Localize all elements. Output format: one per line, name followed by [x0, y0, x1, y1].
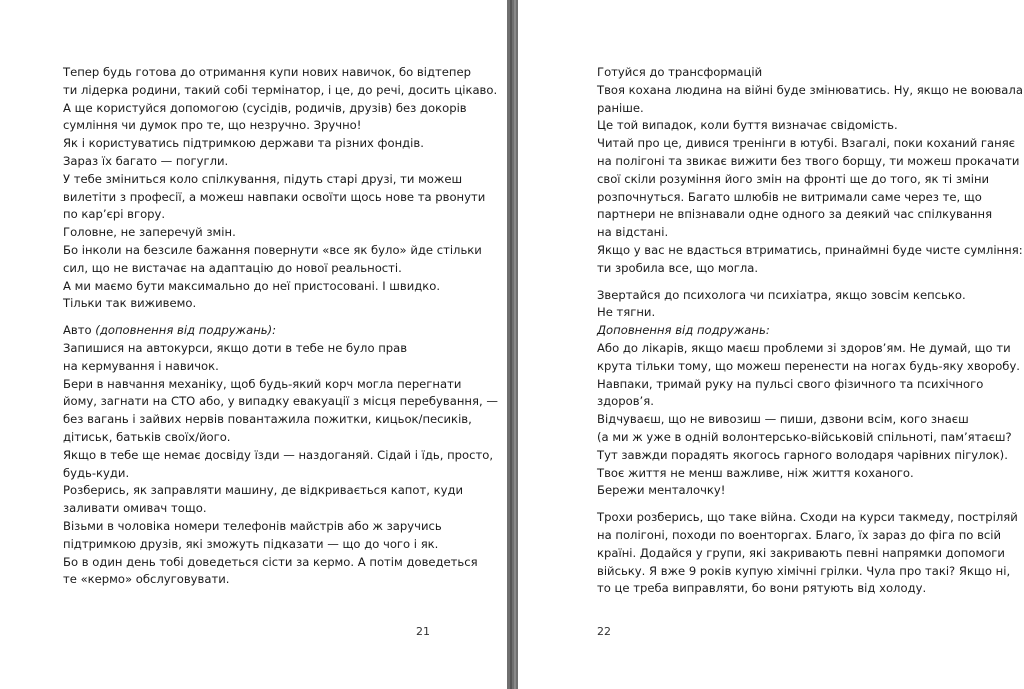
text-line: на полігоні та звикає вижити без твого борщу, ти можеш прокачати — [597, 153, 1020, 168]
text-line: Твоя кохана людина на війні буде змінюватись. Ну, якщо не воювала — [597, 82, 1023, 97]
text-line: Запишися на автокурси, якщо доти в тебе не було прав — [63, 340, 408, 355]
page-number: 21 — [416, 625, 430, 638]
text-line: А ми маємо бути максимально до неї пристосовані. І швидко. — [63, 278, 441, 293]
text-line: будь-куди. — [63, 465, 130, 480]
text-line: дітиськ, батьків своїх/його. — [63, 429, 231, 444]
text-line: розпочнуться. Багато шлюбів не витримали саме через те, що — [597, 189, 982, 204]
text-line: сумління чи думок про те, що незручно. Зручно! — [63, 118, 362, 133]
text-line: Трохи розберись, що таке війна. Сходи на курси такмеду, постріляй — [597, 510, 1018, 525]
text-line: ти лідерка родини, такий собі термінатор, і це, до речі, досить цікаво. — [63, 82, 498, 97]
text-line: Головне, не заперечуй змін. — [63, 225, 236, 240]
text-line: крута тільки тому, що можеш перенести на ногах будь-яку хворобу. — [597, 358, 1020, 373]
text-line: Навпаки, тримай руку на пульсі свого фізичного та психічного — [597, 376, 984, 391]
text-line: війську. Я вже 9 років купую хімічні грілки. Чула про такі? Якщо ні, — [597, 563, 1011, 578]
text-line: на відстані. — [597, 225, 669, 240]
text-line: на полігоні, походи по военторгах. Благо, їх зараз до фіга по всій — [597, 527, 1002, 542]
text-line: сил, що не вистачає на адаптацію до нової реальності. — [63, 260, 402, 275]
text-line: ти зробила все, що могла. — [597, 260, 759, 275]
text-line: Відчуваєш, що не вивозиш — пиши, дзвони всім, кого знаєш — [597, 412, 969, 427]
book-spine — [507, 0, 518, 689]
text-line: Візьми в чоловіка номери телефонів майстрів або ж заручись — [63, 518, 442, 533]
page-number: 22 — [597, 625, 611, 638]
text-line: Читай про це, дивися тренінги в ютубі. Взагалі, поки коханий ганяє — [597, 136, 1016, 151]
text-line: підтримкою друзів, які зможуть підказати — що до чого і як. — [63, 536, 439, 551]
text-line: Бережи менталочку! — [597, 483, 726, 498]
text-line: Тут завжди порадять якогось гарного володаря чарівних пігулок). — [597, 447, 1008, 462]
text-line: раніше. — [597, 100, 644, 115]
text-line: Тепер будь готова до отримання купи нових навичок, бо відтепер — [63, 65, 471, 79]
avto-note: (доповнення від подружань): — [91, 323, 277, 338]
text-line: А ще користуйся допомогою (сусідів, родичів, друзів) без докорів — [63, 100, 467, 115]
text-line: У тебе зміниться коло спілкування, підуть старі друзі, ти можеш — [63, 171, 463, 186]
text-line: партнери не впізнавали одне одного за деякий час спілкування — [597, 207, 993, 222]
text-line: Тільки так виживемо. — [63, 296, 197, 311]
text-line: Звертайся до психолога чи психіатра, якщо зовсім кепсько. — [597, 287, 966, 302]
text-line: Бо в один день тобі доведеться сісти за кермо. А потім доведеться — [63, 554, 478, 569]
text-line: Розберись, як заправляти машину, де відкривається капот, куди — [63, 483, 464, 498]
left-page-text — [63, 64, 498, 589]
text-line: Не тягни. — [597, 305, 656, 320]
text-line: (а ми ж уже в одній волонтерсько-військовій спільноті, пам’ятаєш? — [597, 429, 1012, 444]
section-heading-avto — [63, 322, 498, 340]
text-line: Зараз їх багато — погугли. — [63, 153, 229, 168]
text-line: без вагань і зайвих нервів повантажила пожитки, кицьок/песиків, — [63, 412, 472, 427]
note-heading: Доповнення від подружань: — [597, 323, 770, 338]
text-line: Як і користуватись підтримкою держави та різних фондів. — [63, 136, 424, 151]
right-page — [518, 0, 1024, 689]
text-line: країні. Додайся у групи, які закривають певні напрямки допомоги — [597, 545, 1005, 560]
text-line: Або до лікарів, якщо маєш проблеми зі здоров’ям. Не думай, що ти — [597, 340, 1011, 355]
text-line: Готуйся до трансформацій — [597, 65, 763, 79]
text-line: Якщо в тебе ще немає досвіду їзди — наздоганяй. Сідай і їдь, просто, — [63, 447, 494, 462]
text-line: свої скіли розуміння його змін на фронті ще до того, як ті зміни — [597, 171, 990, 186]
text-line: йому, загнати на СТО або, у випадку евакуації з місця перебування, — — [63, 394, 498, 409]
text-line: те «кермо» обслуговувати. — [63, 572, 230, 587]
text-line: Якщо у вас не вдасться втриматись, принаймні буде чисте сумління: — [597, 242, 1023, 257]
text-line: Бо інколи на безсиле бажання повернути «все як було» йде стільки — [63, 242, 482, 257]
text-line: по кар’єрі вгору. — [63, 207, 166, 222]
text-line: Твоє життя не менш важливе, ніж життя коханого. — [597, 465, 914, 480]
text-line: то це треба виправляти, бо вони рятують від холоду. — [597, 581, 927, 596]
text-line: Бери в навчання механіку, щоб будь-який корч могла перегнати — [63, 376, 462, 391]
text-line: вилетіти з професії, а можеш навпаки освоїти щось нове та рвонути — [63, 189, 486, 204]
text-line: здоров’я. — [597, 394, 654, 409]
right-page-text — [597, 64, 1023, 598]
avto-title: Авто — [63, 323, 92, 338]
left-page — [0, 0, 507, 689]
text-line: Це той випадок, коли буття визначає свідомість. — [597, 118, 898, 133]
text-line: заливати омивач тощо. — [63, 501, 207, 516]
text-line: на кермування і навичок. — [63, 358, 219, 373]
